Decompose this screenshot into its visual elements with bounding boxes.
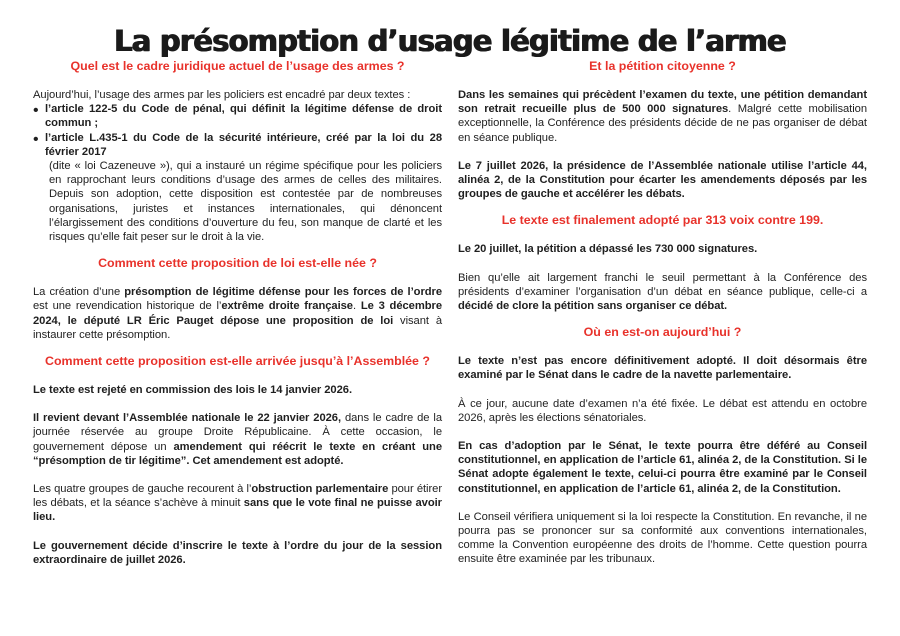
signatures-update: Le 20 juillet, la pétition a dépassé les 730 000 signatures.: [458, 243, 758, 256]
section-heading-vote-result: Le texte est finalement adopté par 313 voix contre 199.: [501, 213, 824, 228]
assembly-return: Il revient devant l’Assemblée nationale le 22 janvier 2026, dans le cadre de la journée réservée au groupe Droite Républicaine. À cette occasion, le gouvernement dépose un amendement qui réécrit le texte en créant une “présomption de tir légitime”. Cet amendement est adopté.: [33, 412, 442, 467]
section-heading-legal-framework: Quel est le cadre juridique actuel de l’usage des armes ?: [70, 59, 405, 73]
obstruction-paragraph: Les quatre groupes de gauche recourent à l’obstruction parlementaire pour étirer les débats, et la séance s’achève à minuit sans que le vote final ne puisse avoir lieu.: [33, 483, 443, 524]
section-heading-petition: Et la pétition citoyenne ?: [589, 59, 736, 73]
bullet-text: l’article L.435-1 du Code de la sécurité intérieure, créé par la loi du 28 février 2017: [45, 131, 442, 158]
origin-paragraph: La création d’une présomption de légitime défense pour les forces de l’ordre est une revendication historique de l’extrême droite française. Le 3 décembre 2024, le député LR Éric Pauget dépose une proposition de loi visant à instaurer cette présomption.: [33, 286, 443, 341]
senate-paragraph: Le texte n’est pas encore définitivement adopté. Il doit désormais être examiné par le Sénat dans le cadre de la navette parlementaire.: [458, 355, 867, 382]
petition-paragraph: Dans les semaines qui précèdent l’examen du texte, une pétition demandant son retrait recueille plus de 500 000 signatures. Malgré cette mobilisation exceptionnelle, la Conférence des présidents décide de ne pas organiser de débat en séance publique.: [458, 89, 867, 144]
bullet-icon: •: [33, 102, 39, 120]
list-item: [33, 102, 442, 130]
petition-closure-paragraph: Bien qu’elle ait largement franchi le seuil permettant à la Conférence des présidents d’examiner l’organisation d’un débat en séance publique, celle-ci a décidé de clore la pétition sans organiser ce débat.: [458, 271, 867, 313]
section-heading-current-status: Où en est-on aujourd’hui ?: [583, 325, 742, 340]
constitutional-council-paragraph: En cas d’adoption par le Sénat, le texte pourra être déféré au Conseil constitutionnel, en application de l’article 61, alinéa 2, de la Constitution. Si le Sénat adopte également le texte, celui-ci pourra être examiné par le Conseil constitutionnel, en application de l’article 61, alinéa 2, de la Constitution.: [458, 440, 867, 495]
legal-framework-intro: Aujourd’hui, l’usage des armes par les policiers est encadré par deux textes :: [33, 89, 411, 101]
council-scope-paragraph: Le Conseil vérifiera uniquement si la loi respecte la Constitution. En revanche, il ne pourra pas se prononcer sur sa conformité aux conventions internationales, comme la Convention européenne des droits de l’homme. Cette question pourra ensuite être examinée par les tribunaux.: [458, 510, 867, 566]
section-heading-origin: Comment cette proposition de loi est-elle née ?: [98, 256, 377, 271]
bullet-icon: •: [33, 130, 39, 148]
right-column: [458, 59, 867, 567]
extraordinary-session: Le gouvernement décide d’inscrire le texte à l’ordre du jour de la session extraordinaire de juillet 2026.: [33, 539, 442, 566]
exam-date-paragraph: À ce jour, aucune date d’examen n’a été fixée. Le débat est attendu en octobre 2026, après les élections sénatoriales.: [458, 397, 867, 424]
article-44-paragraph: Le 7 juillet 2026, la présidence de l’Assemblée nationale utilise l’article 44, alinéa 2, de la Constitution pour écarter les amendements déposés par les groupes de gauche et accélérer les débats.: [458, 159, 867, 201]
legal-framework-body: (dite « loi Cazeneuve »), qui a instauré un régime spécifique pour les policiers en rapprochant leurs conditions d’usage des armes de celles des militaires. Depuis son adoption, cette disposition est contestée par de nombreuses organisations, juristes et instances internationales, qui dénoncent l’élargissement des conditions d’ouverture du feu, son manque de clarté et les risques qu’elle fait peser sur le droit à la vie.: [49, 160, 442, 244]
bullet-text: l’article 122-5 du Code de pénal, qui définit la légitime défense de droit commun ;: [45, 103, 442, 130]
commission-rejection: Le texte est rejeté en commission des lois le 14 janvier 2026.: [33, 384, 353, 397]
list-item: [33, 131, 442, 159]
two-columns: [33, 59, 867, 567]
section-heading-assembly-path: Comment cette proposition est-elle arrivée jusqu’à l’Assemblée ?: [45, 354, 430, 369]
page-title: La présomption d’usage légitime de l’arme: [114, 24, 786, 58]
left-column: [33, 59, 442, 567]
